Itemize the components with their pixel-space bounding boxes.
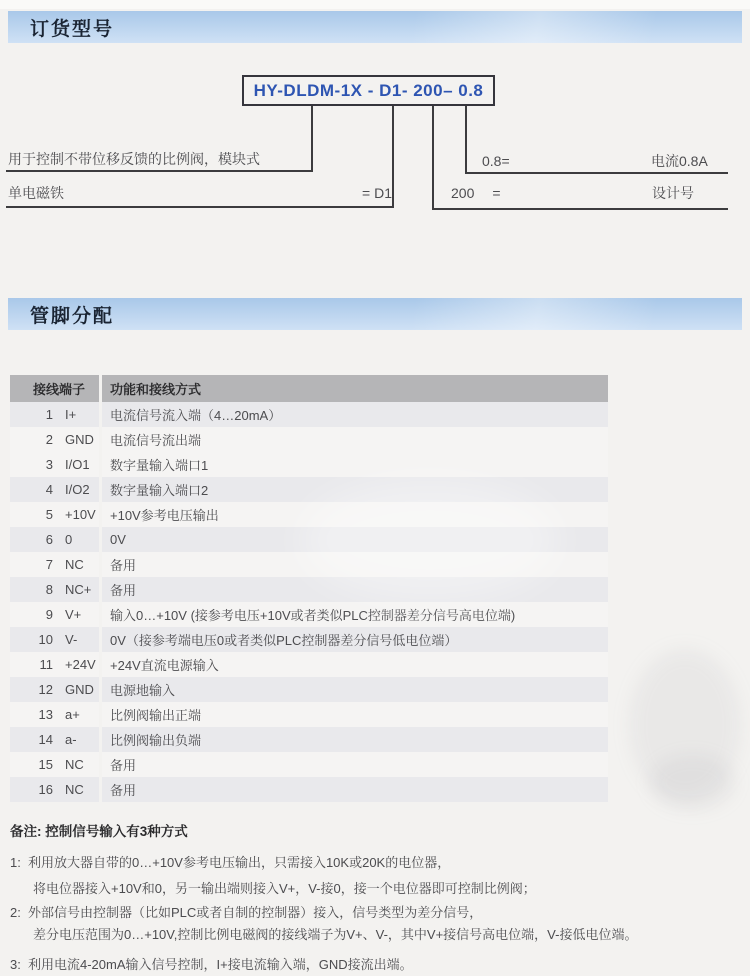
section-header-order-model	[8, 11, 742, 43]
note-item	[10, 902, 742, 946]
table-row	[10, 577, 608, 602]
pin-number: 3	[45, 457, 53, 472]
connector-line-horizontal-3	[465, 172, 728, 174]
pin-number: 8	[45, 582, 53, 597]
pin-number: 11	[39, 657, 53, 672]
pin-number: 1	[45, 407, 53, 422]
pin-name: NC	[65, 557, 84, 572]
table-row	[10, 702, 608, 727]
terminal-cell	[10, 582, 99, 597]
scan-artifact	[650, 755, 735, 810]
terminal-cell	[10, 632, 99, 647]
design-code-number: 200	[451, 185, 475, 201]
function-cell: 备用	[110, 583, 137, 598]
function-cell: 数字量输入端口1	[110, 458, 209, 473]
terminal-cell	[10, 482, 99, 497]
diagram-label-design-code	[451, 185, 501, 201]
pin-name: I/O2	[65, 482, 90, 497]
note-number: 2:	[10, 905, 21, 920]
table-row	[10, 752, 608, 777]
function-cell: 比例阀输出负端	[110, 733, 202, 748]
table-header-function: 功能和接线方式	[110, 382, 202, 397]
notes-title: 备注: 控制信号输入有3种方式	[10, 824, 188, 839]
terminal-cell	[10, 682, 99, 697]
note-text	[28, 954, 742, 976]
design-code-equals: =	[492, 185, 501, 201]
pin-name: GND	[65, 682, 94, 697]
table-row	[10, 527, 608, 552]
pin-number: 9	[45, 607, 53, 622]
diagram-label-d1-value: = D1	[362, 185, 392, 201]
pin-name: I/O1	[65, 457, 90, 472]
note-line: 将电位器接入+10V和0，另一输出端则接入V+，V-接0，接一个电位器即可控制比例阀；	[33, 881, 536, 896]
pin-name: NC	[65, 757, 84, 772]
pin-name: 0	[65, 532, 73, 547]
table-row	[10, 552, 608, 577]
terminal-cell	[10, 557, 99, 572]
function-cell: 电流信号流出端	[110, 433, 202, 448]
table-row	[10, 502, 608, 527]
table-row	[10, 477, 608, 502]
table-row	[10, 627, 608, 652]
pin-name: +10V	[65, 507, 96, 522]
pin-number: 10	[38, 632, 53, 647]
connector-line-horizontal-4	[432, 208, 728, 210]
function-cell: 备用	[110, 558, 137, 573]
pin-number: 16	[38, 782, 53, 797]
notes-section	[10, 820, 742, 976]
terminal-cell	[10, 457, 99, 472]
note-item	[10, 850, 742, 902]
pin-number: 7	[45, 557, 53, 572]
terminal-cell	[10, 707, 99, 722]
notes-list	[10, 850, 742, 976]
function-cell: 电流信号流入端（4…20mA）	[110, 408, 282, 423]
note-text	[28, 902, 742, 946]
model-code-box	[242, 75, 495, 106]
scan-artifact	[630, 650, 740, 800]
pin-number: 14	[38, 732, 53, 747]
diagram-label-single-solenoid: 单电磁铁	[8, 185, 64, 201]
pin-number: 4	[45, 482, 53, 497]
table-body	[10, 402, 608, 802]
model-code-text: HY-DLDM-1X - D1- 200– 0.8	[253, 80, 484, 100]
table-row	[10, 652, 608, 677]
note-text	[28, 850, 742, 902]
pin-number: 2	[45, 432, 53, 447]
note-line: 利用放大器自带的0…+10V参考电压输出，只需接入10K或20K的电位器，	[28, 855, 451, 870]
connector-line-horizontal-1	[6, 170, 313, 172]
table-header-terminal: 接线端子	[33, 382, 86, 397]
pin-name: NC+	[65, 582, 92, 597]
terminal-cell	[10, 782, 99, 797]
page-margin	[0, 0, 750, 9]
note-line: 外部信号由控制器（比如PLC或者自制的控制器）接入，信号类型为差分信号，	[28, 905, 483, 920]
connector-line-vertical-4	[465, 106, 467, 172]
pin-number: 15	[38, 757, 53, 772]
diagram-label-current-code: 0.8=	[482, 153, 510, 169]
table-row	[10, 402, 608, 427]
function-cell: 备用	[110, 783, 137, 798]
function-cell: +10V参考电压输出	[110, 508, 219, 523]
terminal-cell	[10, 657, 99, 672]
pin-name: a-	[65, 732, 77, 747]
function-cell: 数字量输入端口2	[110, 483, 209, 498]
terminal-cell	[10, 407, 99, 422]
pin-name: GND	[65, 432, 94, 447]
section-title-pin-assignment: 管脚分配	[30, 305, 115, 327]
terminal-cell	[10, 507, 99, 522]
connector-line-vertical-2	[392, 106, 394, 206]
note-item	[10, 954, 742, 976]
connector-line-vertical-1	[311, 106, 313, 170]
terminal-cell	[10, 607, 99, 622]
diagram-label-design-number: 设计号	[652, 185, 694, 201]
function-cell: 比例阀输出正端	[110, 708, 202, 723]
table-row	[10, 677, 608, 702]
terminal-cell	[10, 532, 99, 547]
function-cell: 输入0…+10V (接参考电压+10V或者类似PLC控制器差分信号高电位端)	[110, 608, 516, 623]
table-row	[10, 427, 608, 452]
note-line: 利用电流4-20mA输入信号控制，I+接电流输入端，GND接流出端。	[28, 957, 413, 972]
function-cell: 备用	[110, 758, 137, 773]
connector-line-vertical-3	[432, 106, 434, 208]
pin-name: +24V	[65, 657, 96, 672]
pin-number: 13	[38, 707, 53, 722]
function-cell: 0V	[110, 532, 126, 547]
pin-name: NC	[65, 782, 84, 797]
pin-name: a+	[65, 707, 80, 722]
pin-name: V-	[65, 632, 78, 647]
table-header-row	[10, 375, 608, 402]
diagram-label-current-value: 电流0.8A	[651, 153, 708, 169]
note-number: 1:	[10, 855, 21, 870]
terminal-cell	[10, 432, 99, 447]
connector-line-horizontal-2	[6, 206, 394, 208]
table-row	[10, 777, 608, 802]
note-line: 差分电压范围为0…+10V,控制比例电磁阀的接线端子为V+、V-，其中V+接信号高电位端，V-接低电位端。	[33, 927, 638, 942]
table-row	[10, 727, 608, 752]
table-row	[10, 452, 608, 477]
table-row	[10, 602, 608, 627]
pin-name: V+	[65, 607, 82, 622]
note-number: 3:	[10, 957, 21, 972]
function-cell: 0V（接参考端电压0或者类似PLC控制器差分信号低电位端）	[110, 633, 458, 648]
pin-assignment-table	[10, 375, 608, 802]
section-header-pin-assignment	[8, 298, 742, 330]
pin-number: 12	[38, 682, 53, 697]
terminal-cell	[10, 732, 99, 747]
pin-name: I+	[65, 407, 77, 422]
function-cell: 电源地输入	[110, 683, 176, 698]
section-title-order-model: 订货型号	[30, 18, 115, 40]
terminal-cell	[10, 757, 99, 772]
pin-number: 6	[45, 532, 53, 547]
function-cell: +24V直流电源输入	[110, 658, 219, 673]
diagram-label-valve-description: 用于控制不带位移反馈的比例阀，模块式	[8, 151, 260, 167]
pin-number: 5	[45, 507, 53, 522]
